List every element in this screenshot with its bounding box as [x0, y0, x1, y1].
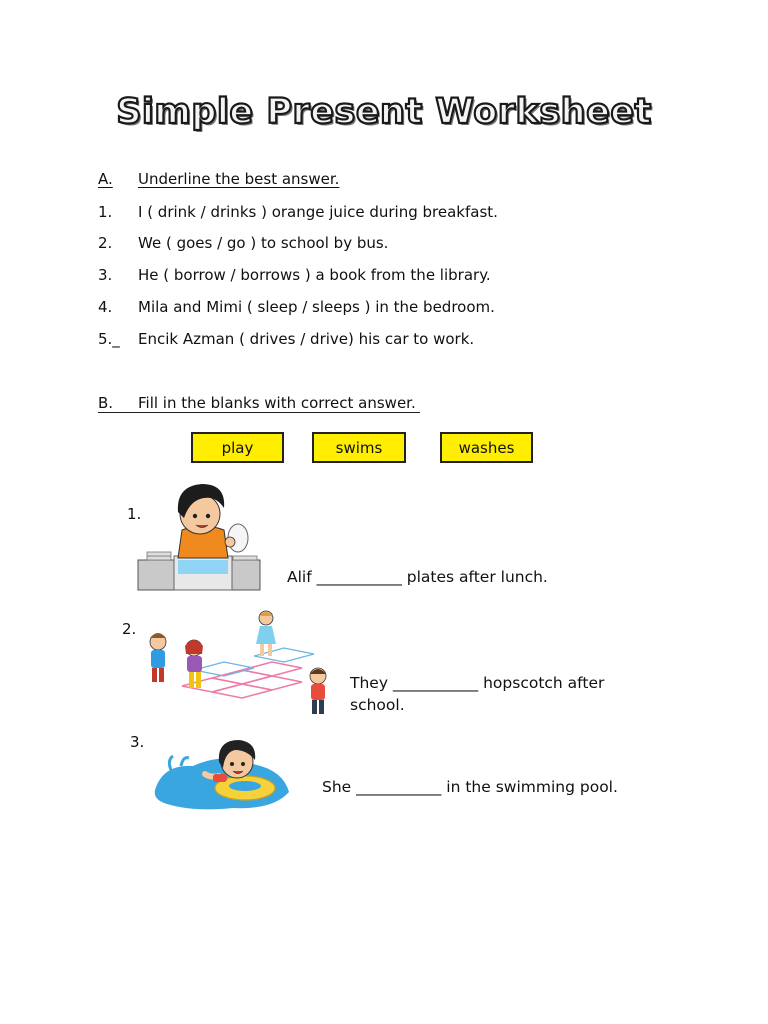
- section-a-item-number: 5._: [98, 330, 120, 348]
- section-a-item-number: 4.: [98, 298, 113, 316]
- section-a-item-text: We ( goes / go ) to school by bus.: [138, 234, 389, 252]
- section-a-item-text: He ( borrow / borrows ) a book from the library.: [138, 266, 491, 284]
- section-b-heading: Fill in the blanks with correct answer.: [138, 394, 416, 412]
- question-text: She ___________ in the swimming pool.: [322, 778, 618, 796]
- question-text: Alif ___________ plates after lunch.: [287, 568, 548, 586]
- section-a-item-number: 2.: [98, 234, 113, 252]
- girl-swimming-illustration: [153, 730, 293, 815]
- word-bank-box: [440, 432, 533, 463]
- question-number: 3.: [130, 733, 145, 751]
- section-a-item-number: 1.: [98, 203, 113, 221]
- word-bank-word: play: [221, 438, 254, 457]
- word-bank-box: [312, 432, 406, 463]
- question-number: 2.: [122, 620, 137, 638]
- boy-washing-dishes-illustration: [138, 478, 268, 593]
- section-a-letter: A.: [98, 170, 113, 188]
- section-a-item-text: I ( drink / drinks ) orange juice during breakfast.: [138, 203, 498, 221]
- question-number: 1.: [127, 505, 142, 523]
- question-text-continued: school.: [350, 696, 405, 714]
- section-b-letter: B.: [98, 394, 114, 412]
- word-bank-box: [191, 432, 284, 463]
- section-a-item-number: 3.: [98, 266, 113, 284]
- children-playing-hopscotch-illustration: [142, 606, 332, 721]
- section-a-item-text: Encik Azman ( drives / drive) his car to work.: [138, 330, 475, 348]
- word-bank-word: washes: [458, 438, 515, 457]
- question-text: They ___________ hopscotch after: [350, 674, 605, 692]
- section-a-item-text: Mila and Mimi ( sleep / sleeps ) in the bedroom.: [138, 298, 495, 316]
- section-a-heading: Underline the best answer.: [138, 170, 340, 188]
- section-b-underline: [98, 412, 420, 413]
- worksheet-title: Simple Present Worksheet: [116, 92, 652, 132]
- word-bank-word: swims: [335, 438, 383, 457]
